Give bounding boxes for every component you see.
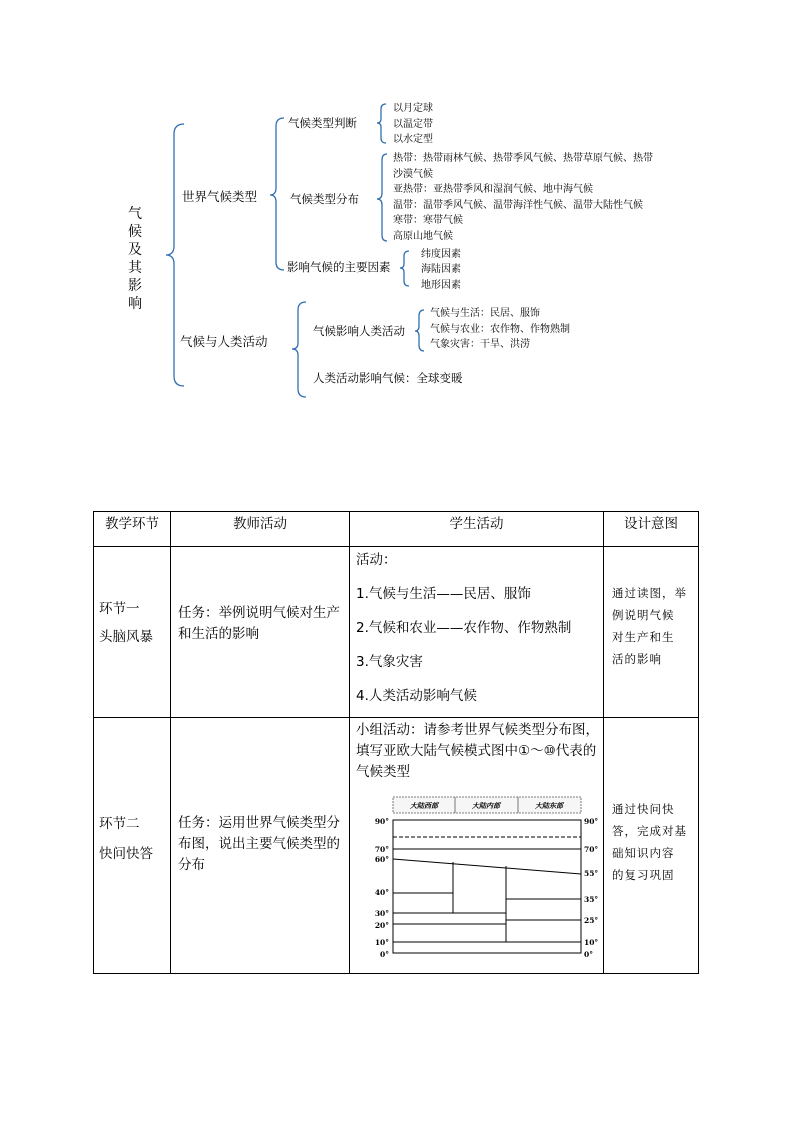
teacher-cell [171, 547, 350, 718]
group-activity-text: 小组活动：请参考世界气候类型分布图，填写亚欧大陆气候模式图中①～⑩代表的气候类型 [356, 722, 599, 780]
lat-label: 90° [374, 817, 389, 826]
leaf: 温带：温带季风气候、温带海洋性气候、温带大陆性气候 [393, 199, 643, 211]
teacher-task: 任务：举例说明气候对生产和生活的影响 [178, 605, 340, 642]
lat-label: 35° [584, 895, 599, 904]
lat-label: 10° [374, 938, 389, 947]
lat-label: 10° [584, 938, 599, 947]
lat-label: 30° [374, 909, 389, 918]
node-climate-distribution: 气候类型分布 [290, 192, 359, 206]
branch1-bracket [270, 118, 284, 270]
intent-line: 通过读图，举 [612, 586, 687, 600]
lat-label: 25° [584, 916, 599, 925]
intent-line: 通过快问快 [612, 802, 675, 816]
leaf: 亚热带：亚热带季风和湿润气候、地中海气候 [393, 184, 593, 195]
concept-map [0, 0, 794, 420]
column-east: 大陆东部 [535, 801, 563, 810]
leaf: 气象灾害：干旱、洪涝 [430, 339, 530, 350]
stage-title: 快问快答 [99, 846, 153, 862]
table-row [94, 547, 699, 718]
lat-label: 40° [374, 888, 389, 897]
intent-cell [604, 547, 699, 718]
lat-label: 0° [380, 950, 389, 959]
table-header-row [94, 512, 699, 547]
node-human-affects-climate: 人类活动影响气候：全球变暖 [313, 371, 463, 385]
lat-label: 60° [374, 855, 389, 864]
concept-map-root: 气候及其影响 [128, 206, 142, 312]
sub1-bracket [377, 104, 386, 143]
node-climate-judgement: 气候类型判断 [288, 116, 357, 130]
teacher-task: 任务：运用世界气候类型分布图，说出主要气候类型的分布 [178, 815, 340, 873]
intent-line: 例说明气候 [612, 608, 675, 622]
leaf: 寒带：寒带气候 [393, 215, 463, 226]
leaf: 气候与生活：民居、服饰 [430, 308, 540, 319]
table-row [94, 718, 699, 974]
student-cell [350, 718, 604, 974]
sub3-bracket [400, 251, 409, 286]
intent-line: 础知识内容 [612, 846, 675, 860]
eurasia-climate-model-diagram [356, 795, 599, 965]
student-activity-title: 活动： [356, 552, 397, 568]
intent-cell [604, 718, 699, 974]
branch-world-climate-types: 世界气候类型 [182, 189, 258, 204]
student-item: 3.气象灾害 [356, 654, 423, 670]
intent-line: 对生产和生 [612, 630, 675, 644]
leaf: 高原山地气候 [393, 230, 453, 242]
leaf: 以温定带 [393, 118, 433, 130]
student-item: 1.气候与生活——民居、服饰 [356, 586, 531, 602]
stage-cell [94, 547, 171, 718]
branch2-bracket [292, 302, 306, 397]
intent-line: 活的影响 [612, 652, 662, 666]
lat-label: 20° [374, 921, 389, 930]
student-cell [350, 547, 604, 718]
stage-number: 环节一 [99, 601, 140, 617]
student-item: 4.人类活动影响气候 [356, 688, 477, 704]
leaf: 以月定球 [393, 103, 433, 114]
leaf: 沙漠气候 [393, 168, 433, 180]
lat-label: 70° [374, 845, 389, 854]
continent-outline [393, 820, 581, 953]
sub4-bracket [415, 310, 424, 351]
leaf: 以水定型 [393, 134, 433, 145]
header-stage: 教学环节 [94, 512, 171, 547]
node-climate-affects-human: 气候影响人类活动 [313, 324, 405, 338]
student-item: 2.气候和农业——农作物、作物熟制 [356, 620, 572, 636]
header-student: 学生活动 [350, 512, 604, 547]
header-intent: 设计意图 [604, 512, 699, 547]
branch-climate-human: 气候与人类活动 [180, 334, 268, 349]
stage-title: 头脑风暴 [99, 629, 153, 645]
teacher-cell [171, 718, 350, 974]
column-interior: 大陆内部 [472, 801, 500, 810]
intent-line: 的复习巩固 [612, 868, 675, 882]
lat-label: 70° [584, 845, 599, 854]
sub2-bracket [377, 154, 387, 241]
leaf: 地形因素 [421, 279, 461, 291]
leaf: 纬度因素 [421, 248, 461, 260]
leaf: 热带：热带雨林气候、热带季风气候、热带草原气候、热带 [393, 153, 653, 164]
lat-label: 55° [584, 869, 599, 878]
header-teacher: 教师活动 [171, 512, 350, 547]
leaf: 气候与农业：农作物、作物熟制 [430, 323, 570, 335]
leaf: 海陆因素 [421, 264, 461, 275]
stage-number: 环节二 [99, 816, 140, 832]
intent-line: 答，完成对基 [612, 824, 687, 838]
stage-cell [94, 718, 171, 974]
lat-label: 0° [584, 950, 593, 959]
lesson-plan-table [93, 511, 699, 974]
node-climate-factors: 影响气候的主要因素 [287, 260, 391, 274]
column-west: 大陆西部 [410, 801, 438, 810]
lat-label: 90° [584, 817, 599, 826]
